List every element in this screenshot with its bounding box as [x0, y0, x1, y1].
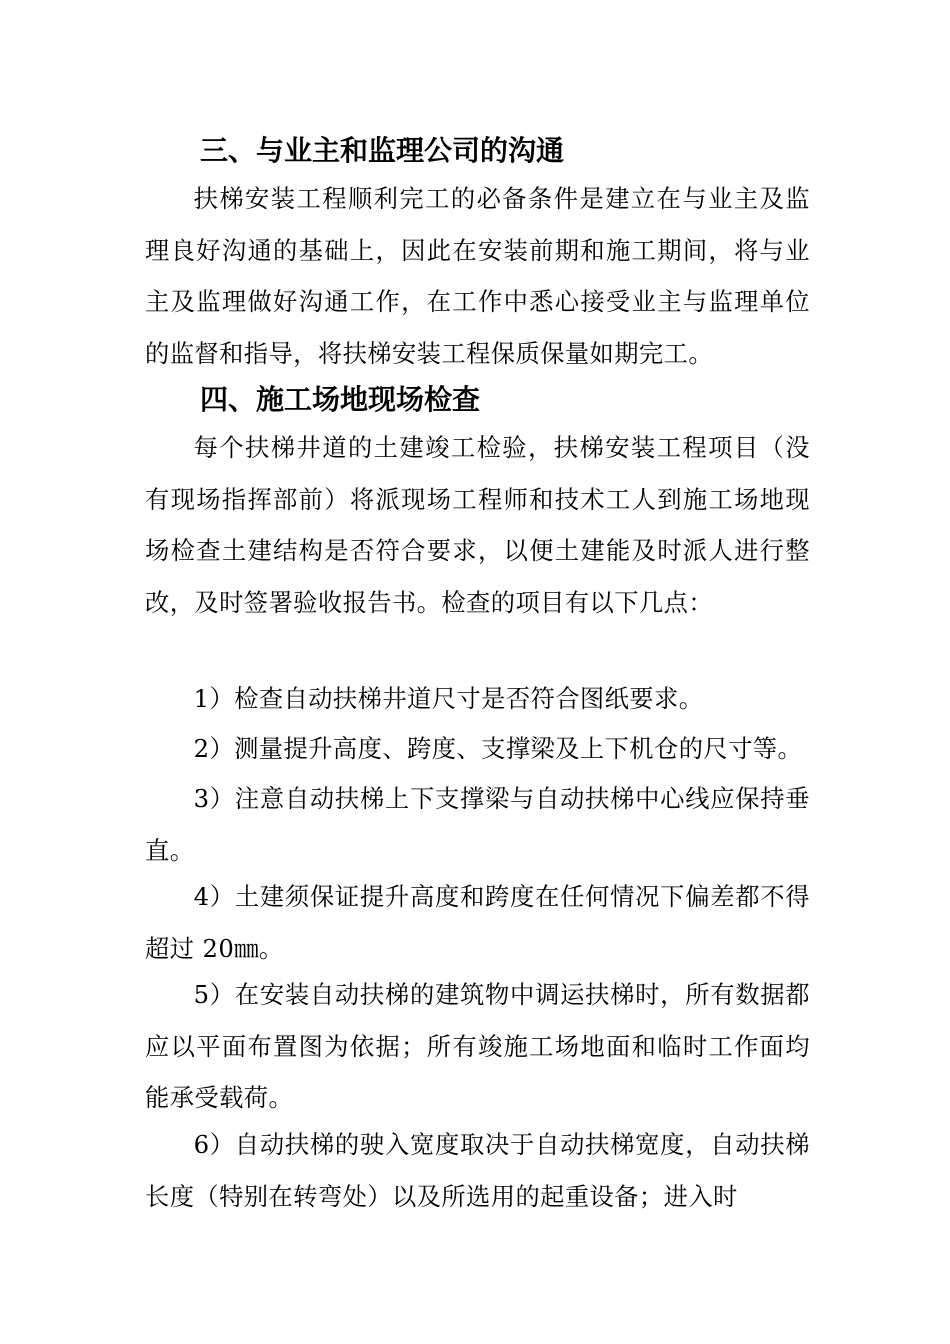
inspection-item-6: 6）自动扶梯的驶入宽度取决于自动扶梯宽度，自动扶梯长度（特别在转弯处）以及所选用的起重设备；进入时	[145, 1130, 810, 1211]
section-heading-communication: 三、与业主和监理公司的沟通	[200, 134, 565, 167]
section-heading-site-inspection: 四、施工场地现场检查	[200, 383, 481, 416]
inspection-item-4: 4）土建须保证提升高度和跨度在任何情况下偏差都不得超过 20㎜。	[145, 882, 810, 963]
inspection-item-2: 2）测量提升高度、跨度、支撑梁及上下机仓的尺寸等。	[193, 734, 803, 763]
site-inspection-intro: 每个扶梯井道的土建竣工检验，扶梯安装工程项目（没有现场指挥部前）将派现场工程师和技术工人到施工场地现场检查土建结构是否符合要求，以便土建能及时派人进行整改，及时签署验收报告书。检查的项目有以下几点：	[145, 433, 810, 617]
inspection-item-5: 5）在安装自动扶梯的建筑物中调运扶梯时，所有数据都应以平面布置图为依据；所有竣施工场地面和临时工作面均能承受载荷。	[145, 980, 810, 1112]
inspection-item-3: 3）注意自动扶梯上下支撑梁与自动扶梯中心线应保持垂直。	[145, 784, 810, 865]
communication-paragraph: 扶梯安装工程顺利完工的必备条件是建立在与业主及监理良好沟通的基础上，因此在安装前期和施工期间，将与业主及监理做好沟通工作，在工作中悉心接受业主与监理单位的监督和指导，将扶梯安装工程保质保量如期完工。	[145, 184, 810, 368]
inspection-item-1: 1）检查自动扶梯井道尺寸是否符合图纸要求。	[193, 684, 704, 713]
